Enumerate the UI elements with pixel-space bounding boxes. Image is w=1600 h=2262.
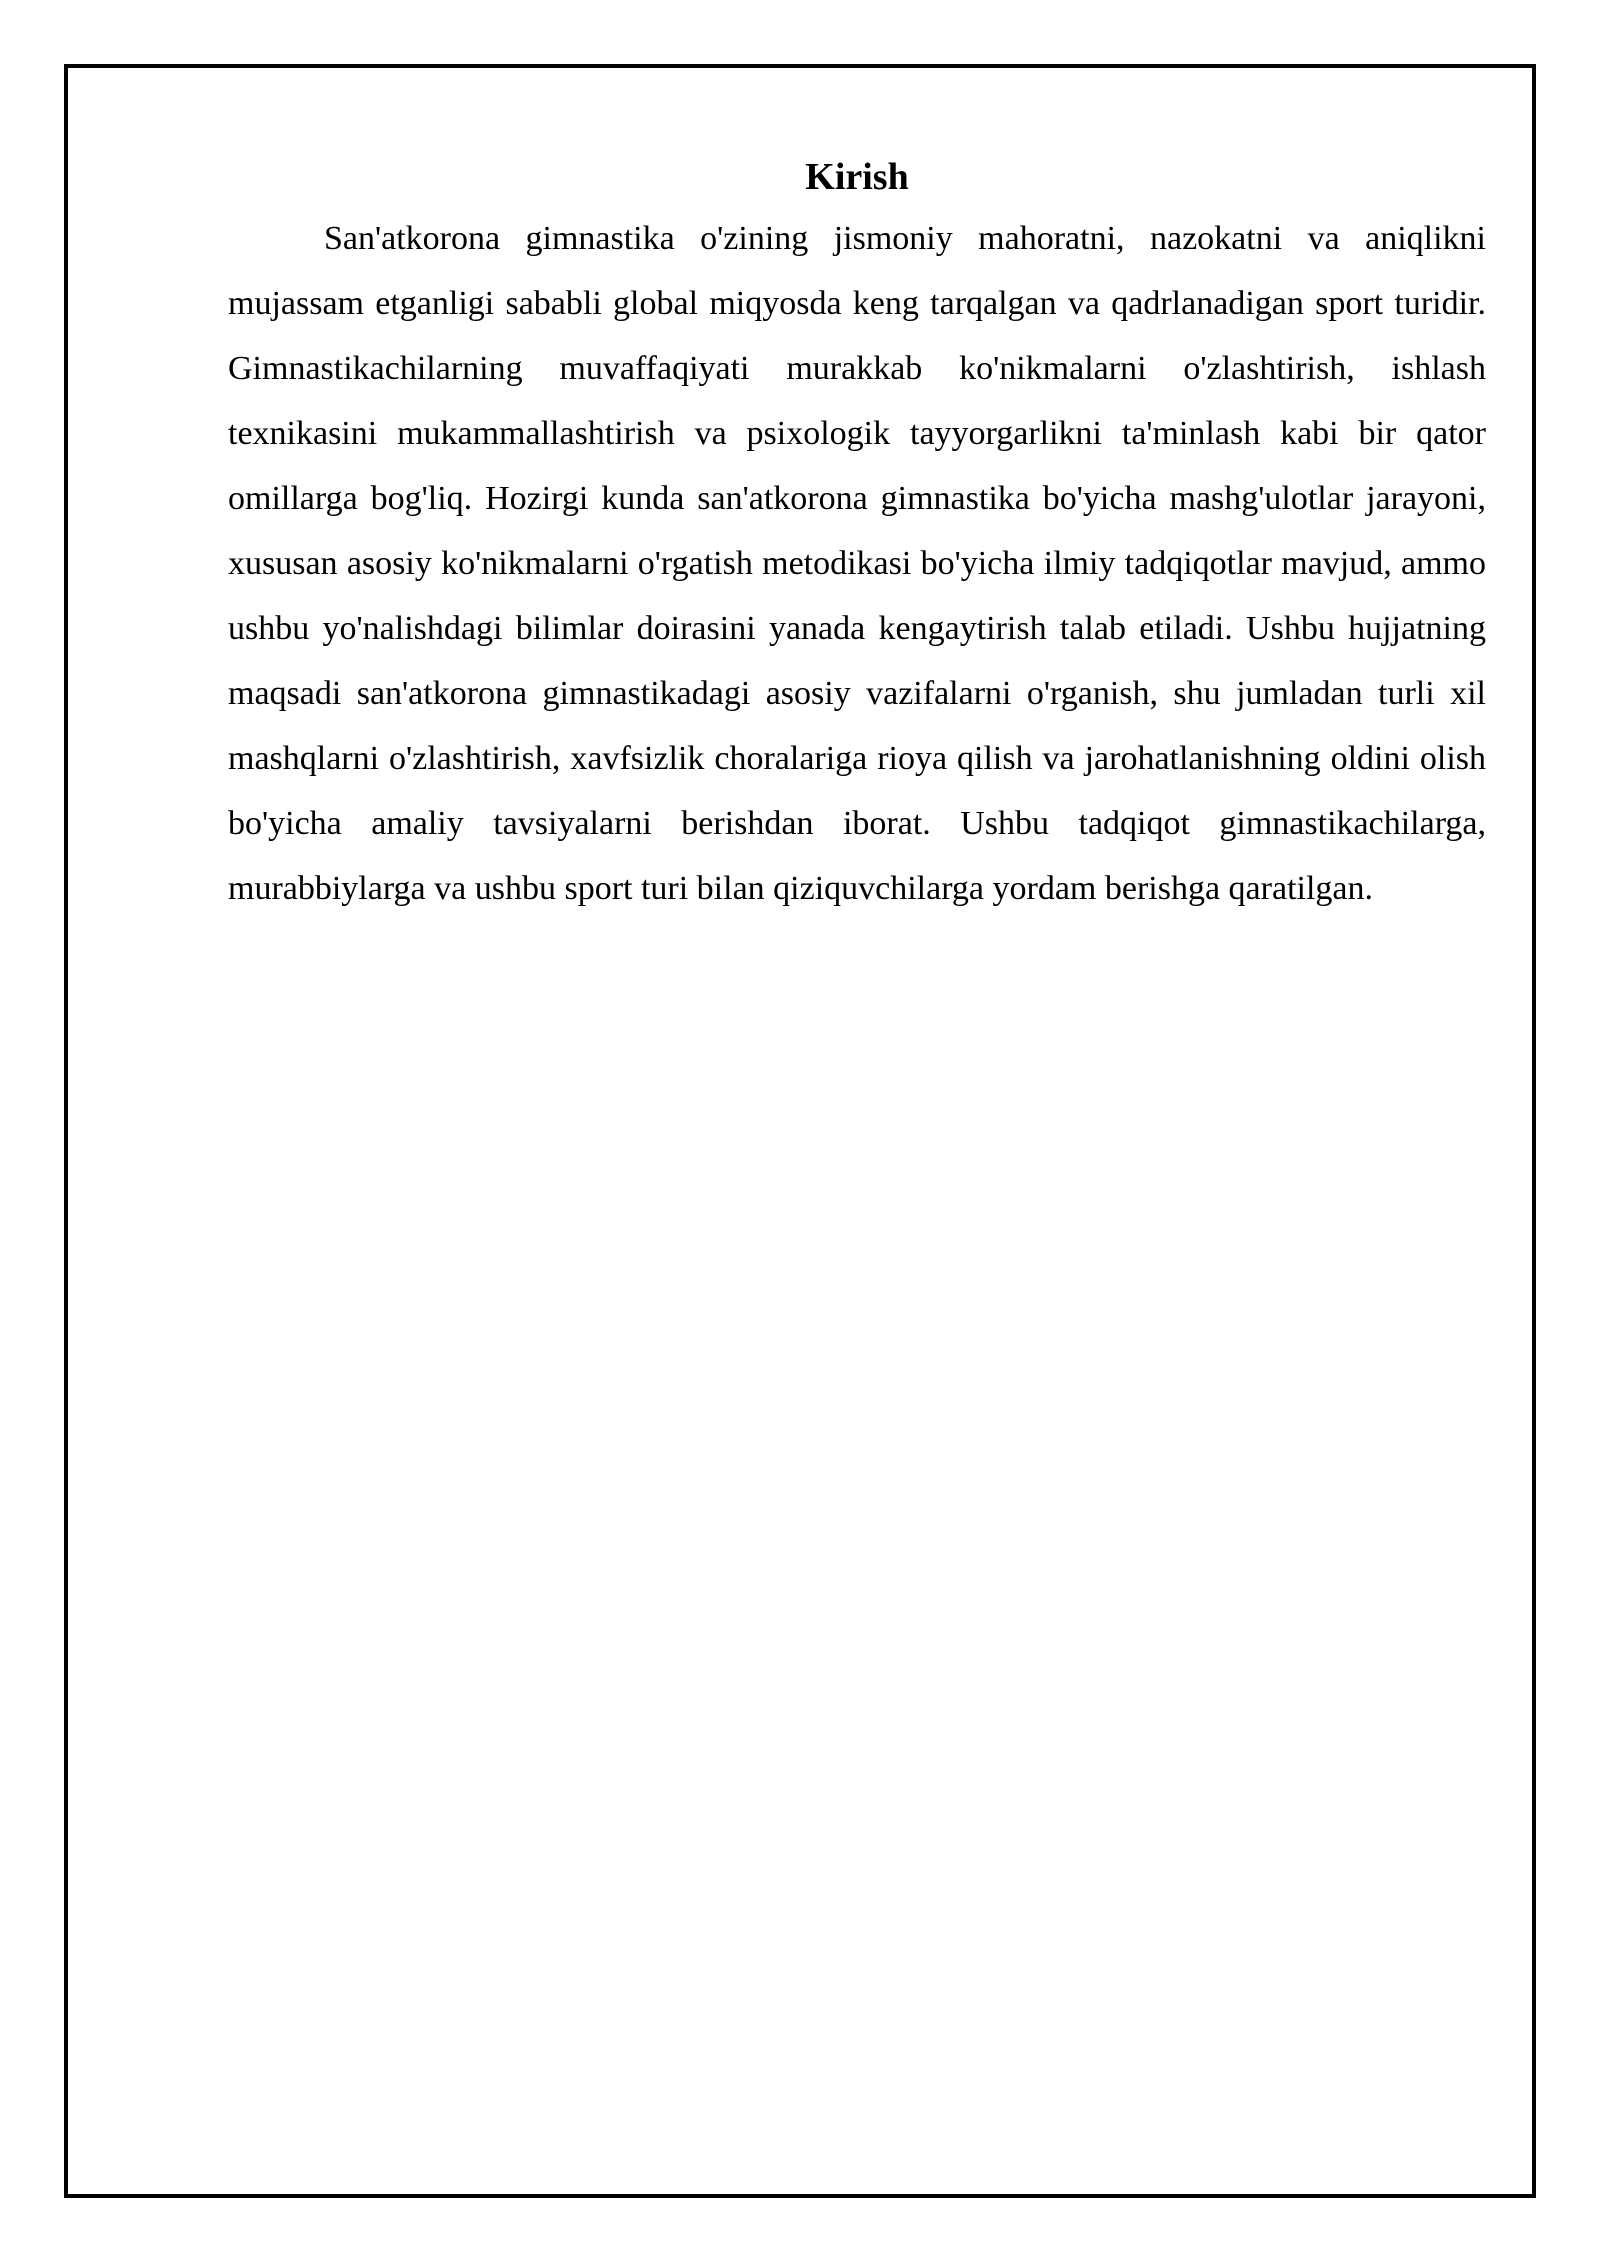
page-title: Kirish: [805, 156, 909, 198]
intro-paragraph: San'atkorona gimnastika o'zining jismoniy mahoratni, nazokatni va aniqlikni mujassam etganligi sababli global miqyosda keng tarqalgan va qadrlanadigan sport turidir. Gimnastikachilarning muvaffaqiyati murakkab ko'nikmalarni o'zlashtirish, ishlash texnikasini mukammallashtirish va psixologik tayyorgarlikni ta'minlash kabi bir qator omillarga bog'liq. Hozirgi kunda san'atkorona gimnastika bo'yicha mashg'ulotlar jarayoni, xususan asosiy ko'nikmalarni o'rgatish metodikasi bo'yicha ilmiy tadqiqotlar mavjud, ammo ushbu yo'nalishdagi bilimlar doirasini yanada kengaytirish talab etiladi. Ushbu hujjatning maqsadi san'atkorona gimnastikadagi asosiy vazifalarni o'rganish, shu jumladan turli xil mashqlarni o'zlashtirish, xavfsizlik choralariga rioya qilish va jarohatlanishning oldini olish bo'yicha amaliy tavsiyalarni berishdan iborat. Ushbu tadqiqot gimnastikachilarga, murabbiylarga va ushbu sport turi bilan qiziquvchilarga yordam berishga qaratilgan.: [228, 220, 1486, 907]
document-content: [228, 148, 1486, 921]
